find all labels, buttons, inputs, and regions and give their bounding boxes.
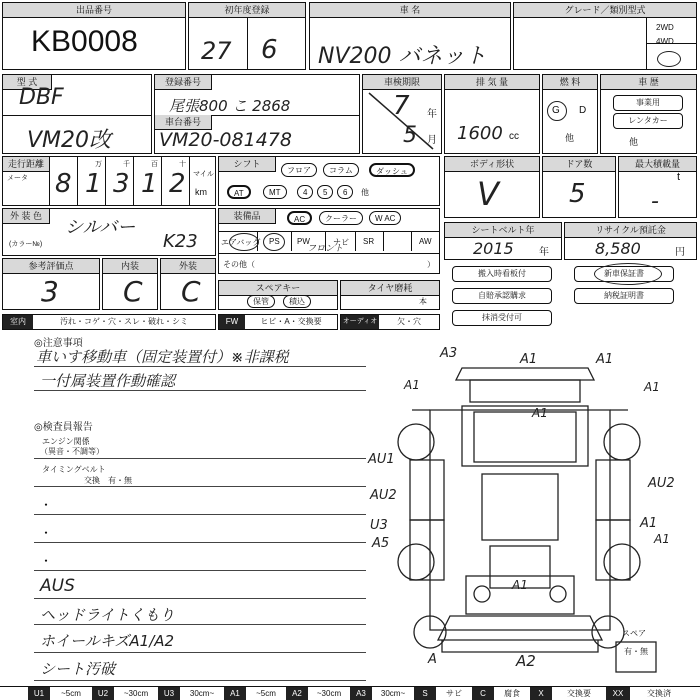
interior-legend-value: 汚れ・コゲ・穴・スレ・破れ・シミ <box>60 317 188 326</box>
legend-s: S <box>414 687 436 700</box>
interior-legend-label: 室内 <box>3 315 33 329</box>
fuel-d: D <box>579 105 587 116</box>
doc-insurance: 自賠承認購求 <box>452 288 552 304</box>
model-prefix: DBF <box>19 85 64 110</box>
mileage-scale-3: 百 <box>151 161 158 168</box>
score-box <box>2 258 100 310</box>
diagram-mark-a1-side2: A1 <box>654 532 670 546</box>
recycle-unit: 円 <box>675 247 685 258</box>
fw-legend-label: FW <box>219 315 245 329</box>
diagram-mark-au2-right: AU2 <box>648 476 675 491</box>
shift-floor: フロア <box>281 163 317 177</box>
mileage-unit-km: km <box>195 187 207 197</box>
legend-xx: XX <box>606 687 630 700</box>
color-label: 外 装 色 <box>3 209 50 224</box>
car-name-box <box>309 2 511 70</box>
fuel-other: 他 <box>565 133 575 143</box>
diagram-mark-a1-left: A1 <box>404 378 420 392</box>
equip-airbag-mark <box>229 233 259 251</box>
shift-at: AT <box>227 185 251 199</box>
shift-dash: ダッシュ <box>369 163 415 177</box>
fw-legend-value: ヒビ・A・交換要 <box>260 317 322 326</box>
mileage-scale-2: 千 <box>123 161 130 168</box>
shift-5: 5 <box>317 185 333 199</box>
exterior-label: 外装 <box>161 259 215 274</box>
history-box <box>600 74 697 154</box>
body-box <box>444 156 540 218</box>
legend-a1-val: ~5cm <box>256 689 276 698</box>
score-label: 参考評価点 <box>3 259 99 274</box>
equip-wac: W AC <box>369 211 401 225</box>
grade-box <box>513 2 697 70</box>
model-type-label: 型 式 <box>3 75 52 90</box>
diagram-spare-label: スペア <box>622 629 646 638</box>
shift-mt: MT <box>263 185 287 199</box>
equip-other: その他（ <box>223 260 255 269</box>
exterior-box <box>160 258 216 310</box>
seatbelt-year: 2015 <box>473 239 514 258</box>
spare-key-box <box>218 280 338 310</box>
legend-a3: A3 <box>350 687 372 700</box>
inspector-note-4: シート汚破 <box>40 660 116 678</box>
mileage-digit-4: 1 <box>141 169 158 199</box>
mileage-unit-mile: マイル <box>193 171 214 178</box>
car-name-label: 車 名 <box>310 3 510 18</box>
equipment-label: 装備品 <box>219 209 276 224</box>
diagram-mark-a1-top: A1 <box>520 352 538 367</box>
capacity-label: 最大積載量 <box>619 157 696 172</box>
legend-u3-val: 30cm~ <box>189 689 215 698</box>
inspection-slash <box>363 89 441 153</box>
diagram-mark-a5: A5 <box>372 536 390 551</box>
equip-ps: PS <box>269 237 280 246</box>
mileage-scale-4: 十 <box>179 161 186 168</box>
inspector-exchange: 交換 有・無 <box>84 476 132 485</box>
displacement-unit: cc <box>509 131 519 142</box>
equip-ps-mark <box>263 233 285 251</box>
lot-number-label: 出品番号 <box>3 3 185 18</box>
shift-4: 4 <box>297 185 313 199</box>
equip-sr: SR <box>363 237 375 246</box>
inspector-bullet-2: ・ <box>40 526 53 540</box>
diagram-mark-a1-center: A1 <box>532 406 548 420</box>
inspection-month: 5 <box>403 123 417 148</box>
doc-cancel: 抹消受付可 <box>452 310 552 326</box>
inspector-label: ◎検査員報告 <box>34 422 93 433</box>
car-name: NV200 バネット <box>318 44 487 69</box>
equip-cooler: クーラー <box>319 211 363 225</box>
audio-legend <box>340 314 440 330</box>
interior-value: C <box>123 275 143 308</box>
fuel-label: 燃 料 <box>543 75 597 90</box>
inspection-label: 車検期限 <box>363 75 441 90</box>
shift-box <box>218 156 440 206</box>
diagram-mark-u3: U3 <box>370 518 388 533</box>
doc-tax: 納税証明書 <box>574 288 674 304</box>
legend-s-val: サビ <box>446 689 462 698</box>
color-code-label: (カラー№) <box>9 241 43 248</box>
mileage-digit-1: 8 <box>55 169 72 199</box>
audio-legend-label: オーディオ <box>341 315 379 329</box>
recycle-value: 8,580 <box>595 239 641 258</box>
legend-a3-val: 30cm~ <box>380 689 406 698</box>
tire-label: タイヤ磨耗 <box>341 281 439 296</box>
diagram-mark-a2: A2 <box>516 652 536 670</box>
shift-label: シフト <box>219 157 276 172</box>
model-code: VM20改 <box>27 128 112 153</box>
inspection-box <box>362 74 442 154</box>
diagram-mark-a1-right: A1 <box>644 380 660 394</box>
notes-line-1: 車いす移動車（固定装置付）※非課税 <box>36 348 289 366</box>
legend-c: C <box>472 687 494 700</box>
body-label: ボディ形状 <box>445 157 539 172</box>
doc-signboard: 搬入時看板付 <box>452 266 552 282</box>
recycle-label: リサイクル預託金 <box>565 223 696 238</box>
legend-a2: A2 <box>286 687 308 700</box>
legend-xx-val: 交換済 <box>647 689 671 698</box>
history-rental: レンタカー <box>613 113 683 129</box>
diagram-mark-au1: AU1 <box>368 452 395 467</box>
damage-legend <box>0 686 700 700</box>
chassis-label: 車台番号 <box>155 115 212 130</box>
doors-value: 5 <box>569 179 586 209</box>
displacement-value: 1600 <box>457 123 503 144</box>
inspector-bullet-1: ・ <box>40 498 53 512</box>
seatbelt-box <box>444 222 562 260</box>
chassis-number: VM20-081478 <box>159 129 292 151</box>
diagram-mark-au2-left: AU2 <box>370 488 397 503</box>
diagram-mark-a1-rear: A1 <box>512 578 528 592</box>
diagram-mark-a1-topright: A1 <box>596 352 614 367</box>
registration-label: 登録番号 <box>155 75 212 90</box>
lot-number-box <box>2 2 186 70</box>
capacity-box <box>618 156 697 218</box>
mileage-meter: メータ <box>7 175 28 182</box>
legend-u2-val: ~30cm <box>123 689 149 698</box>
displacement-label: 排 気 量 <box>445 75 539 90</box>
fuel-g: G <box>552 105 560 116</box>
first-registration-label: 初年度登録 <box>189 3 305 18</box>
color-value: シルバー <box>65 217 136 238</box>
inspector-note-2: ヘッドライトくもり <box>40 606 175 624</box>
grade-4wd: 4WD <box>656 37 674 46</box>
equipment-box <box>218 208 440 274</box>
doors-box <box>542 156 616 218</box>
spare-key-load: 積込 <box>283 295 311 308</box>
legend-u3: U3 <box>158 687 180 700</box>
audio-legend-value: 欠・穴 <box>397 317 421 326</box>
legend-x: X <box>530 687 552 700</box>
legend-a1: A1 <box>224 687 246 700</box>
grade-2wd: 2WD <box>656 23 674 32</box>
diagram-mark-a1-side: A1 <box>640 516 658 531</box>
equip-pw: PW <box>297 237 310 246</box>
body-value: V <box>477 175 499 213</box>
doc-warranty: 新車保証書 <box>574 266 674 282</box>
inspection-unit-month: 月 <box>427 135 437 146</box>
legend-u1-val: ~5cm <box>61 689 81 698</box>
documents-box <box>444 262 697 330</box>
capacity-value: - <box>651 189 659 214</box>
notes-label: ◎注意事項 <box>34 338 83 349</box>
history-business: 事業用 <box>613 95 683 111</box>
inspector-note-1: AUS <box>40 576 75 596</box>
doors-label: ドア数 <box>543 157 615 172</box>
registration-number: 尾張800 こ 2868 <box>169 97 291 115</box>
inspector-timing: タイミングベルト <box>42 465 106 474</box>
registration-year: 27 <box>201 37 232 65</box>
mileage-label: 走行距離 <box>3 157 50 172</box>
equip-airbag: エアバッグ <box>221 238 261 247</box>
interior-label: 内装 <box>103 259 157 274</box>
shift-column: コラム <box>323 163 359 177</box>
diagram-spare-value: 有・無 <box>624 647 648 656</box>
equip-pw-note: フロント <box>307 244 344 254</box>
tire-unit: 本 <box>419 297 427 306</box>
inspector-note-3: ホイールキズA1/A2 <box>40 632 175 650</box>
registration-box <box>154 74 360 154</box>
interior-box <box>102 258 158 310</box>
color-code: K23 <box>163 231 198 252</box>
recycle-box <box>564 222 697 260</box>
tire-box <box>340 280 440 310</box>
fw-legend <box>218 314 338 330</box>
diagram-mark-a3: A3 <box>440 346 458 361</box>
inspection-unit-year: 年 <box>427 109 437 120</box>
legend-u2: U2 <box>92 687 114 700</box>
notes-line-2: 一付属装置作動確認 <box>40 372 176 390</box>
grade-4wd-mark <box>657 51 681 67</box>
legend-a2-val: ~30cm <box>316 689 342 698</box>
fuel-box <box>542 74 598 154</box>
history-label: 車 歴 <box>601 75 696 90</box>
mileage-digit-2: 1 <box>85 169 102 199</box>
registration-month: 6 <box>261 35 278 65</box>
spare-key-keep: 保管 <box>247 295 275 308</box>
mileage-digit-5: 2 <box>169 169 186 199</box>
score-value: 3 <box>41 275 59 308</box>
exterior-value: C <box>181 275 201 308</box>
capacity-unit: t <box>677 171 681 183</box>
equip-navi: ナビ <box>333 238 349 247</box>
mileage-digit-3: 3 <box>113 169 130 199</box>
displacement-box <box>444 74 540 154</box>
equip-ac: AC <box>287 211 312 225</box>
legend-c-val: 腐食 <box>504 689 520 698</box>
seatbelt-label: シートベルト年 <box>445 223 561 238</box>
seatbelt-unit: 年 <box>539 247 549 258</box>
color-box <box>2 208 216 256</box>
equip-other-close: ） <box>427 260 435 269</box>
model-type-box <box>2 74 152 154</box>
inspector-engine: エンジン関係 <box>42 437 90 446</box>
inspection-era: 7 <box>393 91 410 121</box>
first-registration-box <box>188 2 306 70</box>
shift-other: 他 <box>361 188 369 197</box>
history-other: 他 <box>629 137 639 147</box>
interior-legend <box>2 314 216 330</box>
grade-label: グレード／類別型式 <box>514 3 696 18</box>
mileage-box <box>2 156 216 206</box>
equip-aw: AW <box>419 237 432 246</box>
shift-6: 6 <box>337 185 353 199</box>
legend-u1: U1 <box>28 687 50 700</box>
diagram-mark-a-bottom: A <box>428 652 437 667</box>
mileage-scale-1: 万 <box>95 161 102 168</box>
inspector-bullet-3: ・ <box>40 554 53 568</box>
inspector-engine-sub: （異音・不調等） <box>40 447 104 456</box>
spare-key-label: スペアキー <box>219 281 337 296</box>
lot-number: KB0008 <box>31 25 138 58</box>
doc-warranty-mark <box>594 263 662 285</box>
legend-x-val: 交換要 <box>567 689 591 698</box>
